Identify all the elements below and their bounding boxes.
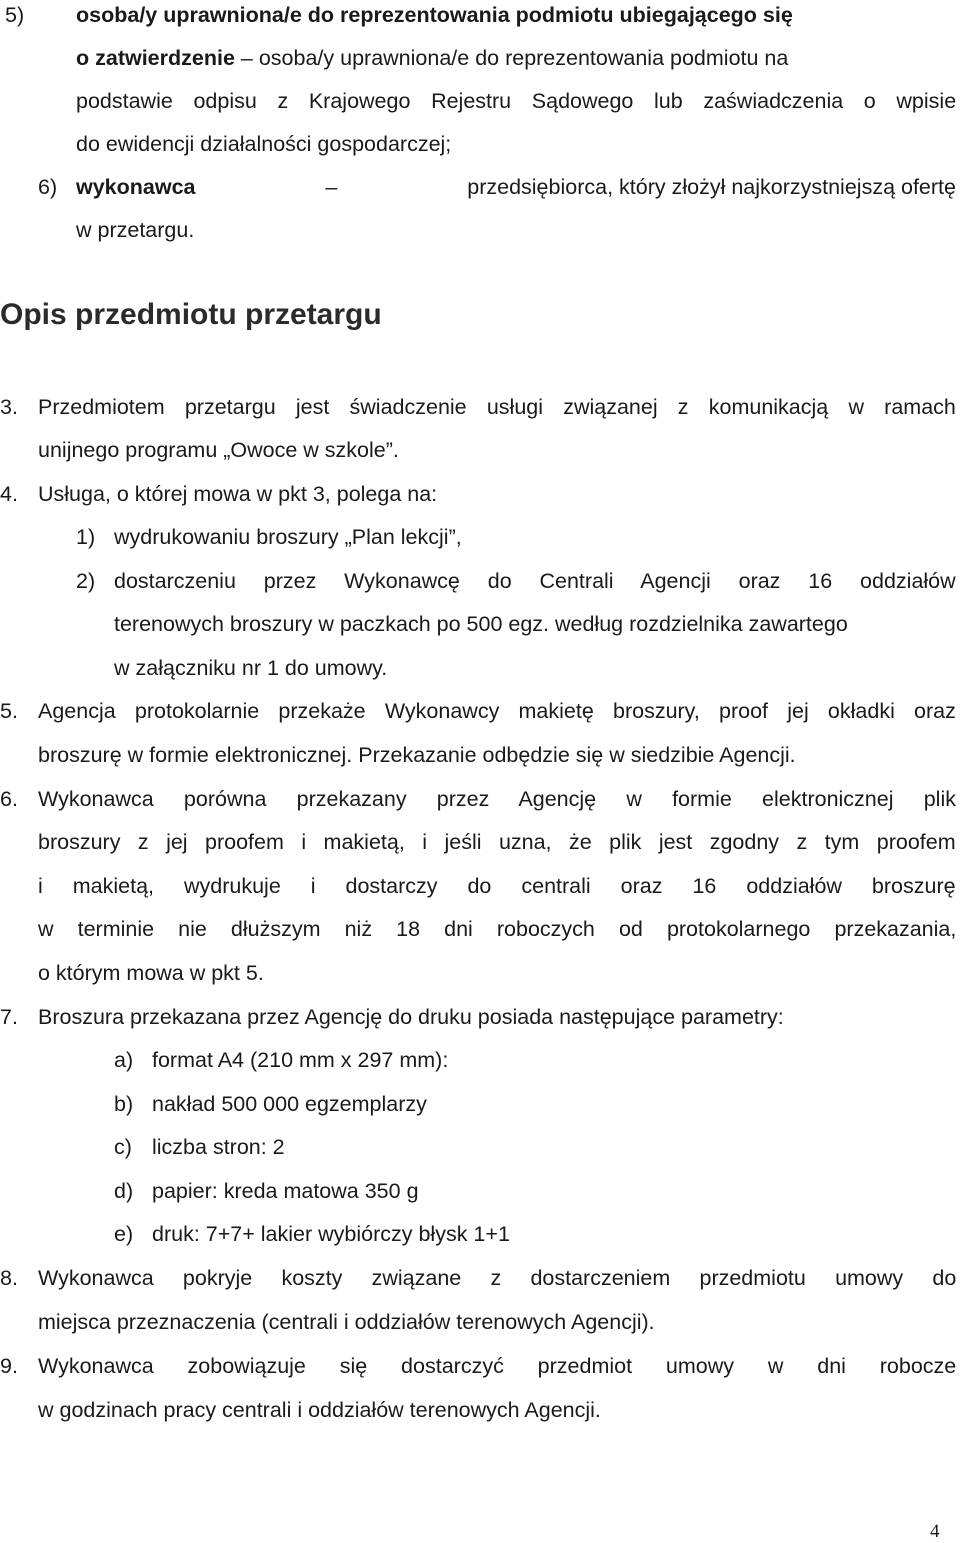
text-line: Wykonawca pokryje koszty związane z dostarczeniem przedmiotu umowy do [38,1266,957,1290]
text-line: i makietą, wydrukuje i dostarczy do centrali oraz 16 oddziałów broszurę [38,874,956,898]
paragraph-number: 3. [0,395,18,419]
text-line: Wykonawca porówna przekazany przez Agencję w formie elektronicznej plik [38,787,956,811]
paragraph-number: 9. [0,1354,18,1378]
text-line: w załączniku nr 1 do umowy. [114,656,388,680]
text-line: o którym mowa w pkt 5. [38,961,264,985]
section-heading: Opis przedmiotu przetargu [0,298,382,331]
text-line: podstawie odpisu z Krajowego Rejestru Sądowego lub zaświadczenia o wpisie [76,89,957,113]
list-item: papier: kreda matowa 350 g [152,1179,419,1203]
text-line: miejsca przeznaczenia (centrali i oddziałów terenowych Agencji). [38,1310,655,1334]
list-item: liczba stron: 2 [152,1135,285,1159]
text-line: wydrukowaniu broszury „Plan lekcji”, [114,525,462,549]
paragraph-number: 4. [0,482,18,506]
text-line: Wykonawca zobowiązuje się dostarczyć przedmiot umowy w dni robocze [38,1354,957,1378]
text-line: Agencja protokolarnie przekaże Wykonawcy makietę broszury, proof jej okładki oraz [38,699,956,723]
term-bold: wykonawca [76,175,196,199]
text-line: Broszura przekazana przez Agencję do druku posiada następujące parametry: [38,1005,784,1029]
term-bold: o zatwierdzenie [76,46,235,70]
text-line: dostarczeniu przez Wykonawcę do Centrali Agencji oraz 16 oddziałów [114,569,956,593]
text-line: broszury z jej proofem i makietą, i jeśli uzna, że plik jest zgodny z tym proofem [38,830,956,854]
text-line [76,45,788,71]
text-line: Usługa, o której mowa w pkt 3, polega na: [38,482,438,506]
text-line [76,174,956,200]
dash: – [325,175,338,199]
list-label: b) [114,1092,134,1116]
paragraph-number: 8. [0,1266,18,1290]
list-item: druk: 7+7+ lakier wybiórczy błysk 1+1 [152,1222,510,1246]
list-label: c) [114,1135,132,1159]
text-line: w przetargu. [76,218,195,242]
list-label: e) [114,1222,134,1246]
text-line: w godzinach pracy centrali i oddziałów terenowych Agencji. [38,1398,601,1422]
subitem-number: 2) [76,569,96,593]
item-number: 5) [5,3,25,27]
text-line: do ewidencji działalności gospodarczej; [76,132,452,156]
text-line [76,2,793,28]
text-line: terenowych broszury w paczkach po 500 egz. według rozdzielnika zawartego [114,612,848,636]
item-number: 6) [38,175,58,199]
text-line: w terminie nie dłuższym niż 18 dni roboczych od protokolarnego przekazania, [38,917,957,941]
paragraph-number: 6. [0,787,18,811]
subitem-number: 1) [76,525,96,549]
text-line: Przedmiotem przetargu jest świadczenie usługi związanej z komunikacją w ramach [38,395,956,419]
paragraph-number: 5. [0,699,18,723]
list-label: a) [114,1048,134,1072]
term-bold: osoba/y uprawniona/e do reprezentowania podmiotu ubiegającego się [76,3,793,27]
list-label: d) [114,1179,134,1203]
page-number: 4 [930,1521,940,1542]
text-line: unijnego programu „Owoce w szkole”. [38,438,399,462]
list-item: nakład 500 000 egzemplarzy [152,1092,427,1116]
text: osoba/y uprawniona/e do reprezentowania podmiotu na [258,46,789,70]
text-line: broszurę w formie elektronicznej. Przekazanie odbędzie się w siedzibie Agencji. [38,743,796,767]
list-item: format A4 (210 mm x 297 mm): [152,1048,449,1072]
dash: – [240,46,253,70]
paragraph-number: 7. [0,1005,18,1029]
text: przedsiębiorca, który złożył najkorzystniejszą ofertę [467,175,956,199]
